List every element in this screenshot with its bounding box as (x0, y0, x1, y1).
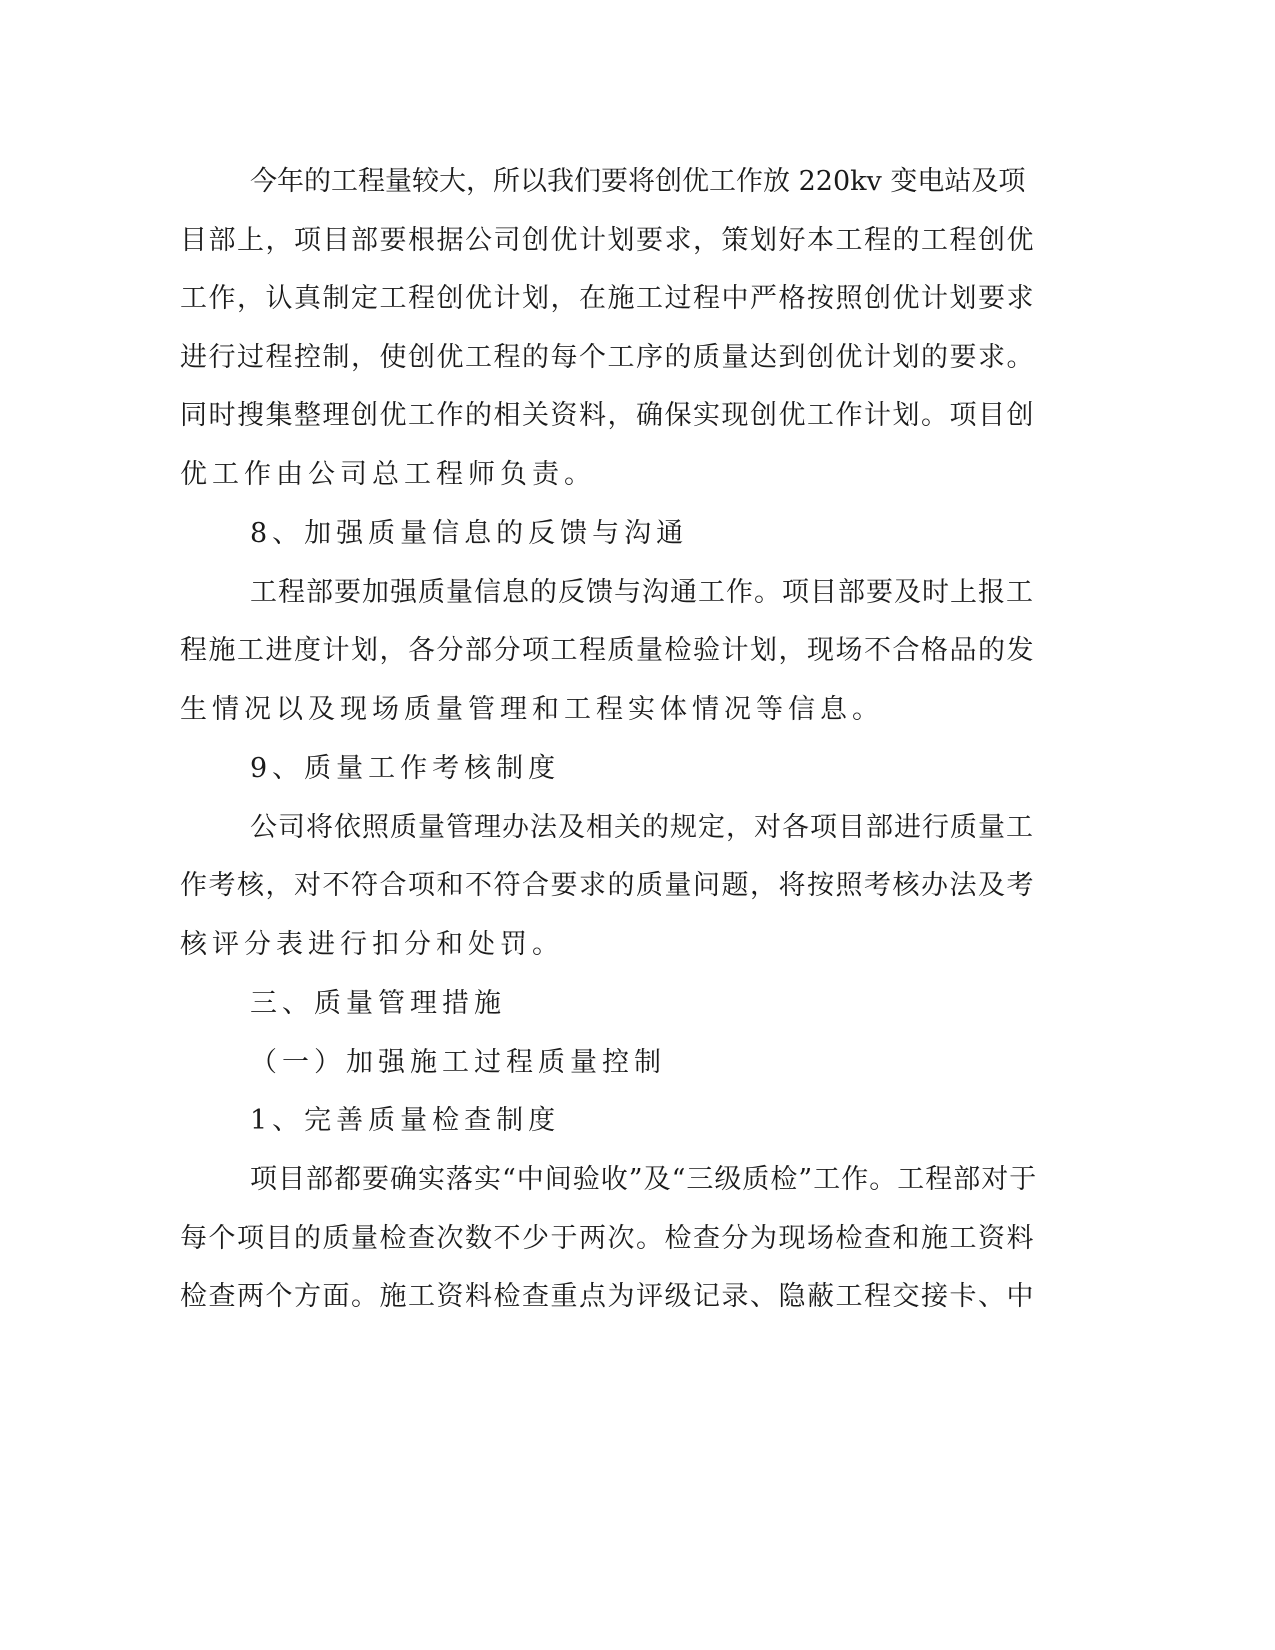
paragraph-line: 进行过程控制，使创优工程的每个工序的质量达到创优计划的要求。 (180, 342, 1035, 373)
paragraph-line: 公司将依照质量管理办法及相关的规定，对各项目部进行质量工 (250, 812, 1034, 843)
section-heading: 三、质量管理措施 (250, 988, 506, 1019)
section-heading: 1、完善质量检查制度 (250, 1105, 561, 1136)
paragraph-line: 今年的工程量较大，所以我们要将创优工作放 220kv 变电站及项 (250, 166, 1026, 197)
paragraph-line: 核评分表进行扣分和处罚。 (180, 929, 564, 960)
paragraph-line: 作考核，对不符合项和不符合要求的质量问题，将按照考核办法及考 (180, 870, 1035, 901)
paragraph-line: 每个项目的质量检查次数不少于两次。检查分为现场检查和施工资料 (180, 1223, 1035, 1254)
section-heading: 8、加强质量信息的反馈与沟通 (250, 518, 689, 549)
paragraph-line: 工程部要加强质量信息的反馈与沟通工作。项目部要及时上报工 (250, 577, 1034, 608)
paragraph-line: 生情况以及现场质量管理和工程实体情况等信息。 (180, 694, 884, 725)
paragraph-line: 项目部都要确实落实“中间验收”及“三级质检”工作。工程部对于 (250, 1164, 1038, 1195)
paragraph-line: 优工作由公司总工程师负责。 (180, 459, 596, 490)
paragraph-line: 目部上，项目部要根据公司创优计划要求，策划好本工程的工程创优 (180, 225, 1035, 256)
paragraph-line: 同时搜集整理创优工作的相关资料，确保实现创优工作计划。项目创 (180, 400, 1035, 431)
section-heading: （一）加强施工过程质量控制 (250, 1047, 666, 1078)
paragraph-line: 工作，认真制定工程创优计划，在施工过程中严格按照创优计划要求 (180, 283, 1035, 314)
paragraph-line: 程施工进度计划，各分部分项工程质量检验计划，现场不合格品的发 (180, 635, 1035, 666)
section-heading: 9、质量工作考核制度 (250, 753, 561, 784)
paragraph-line: 检查两个方面。施工资料检查重点为评级记录、隐蔽工程交接卡、中 (180, 1281, 1035, 1312)
